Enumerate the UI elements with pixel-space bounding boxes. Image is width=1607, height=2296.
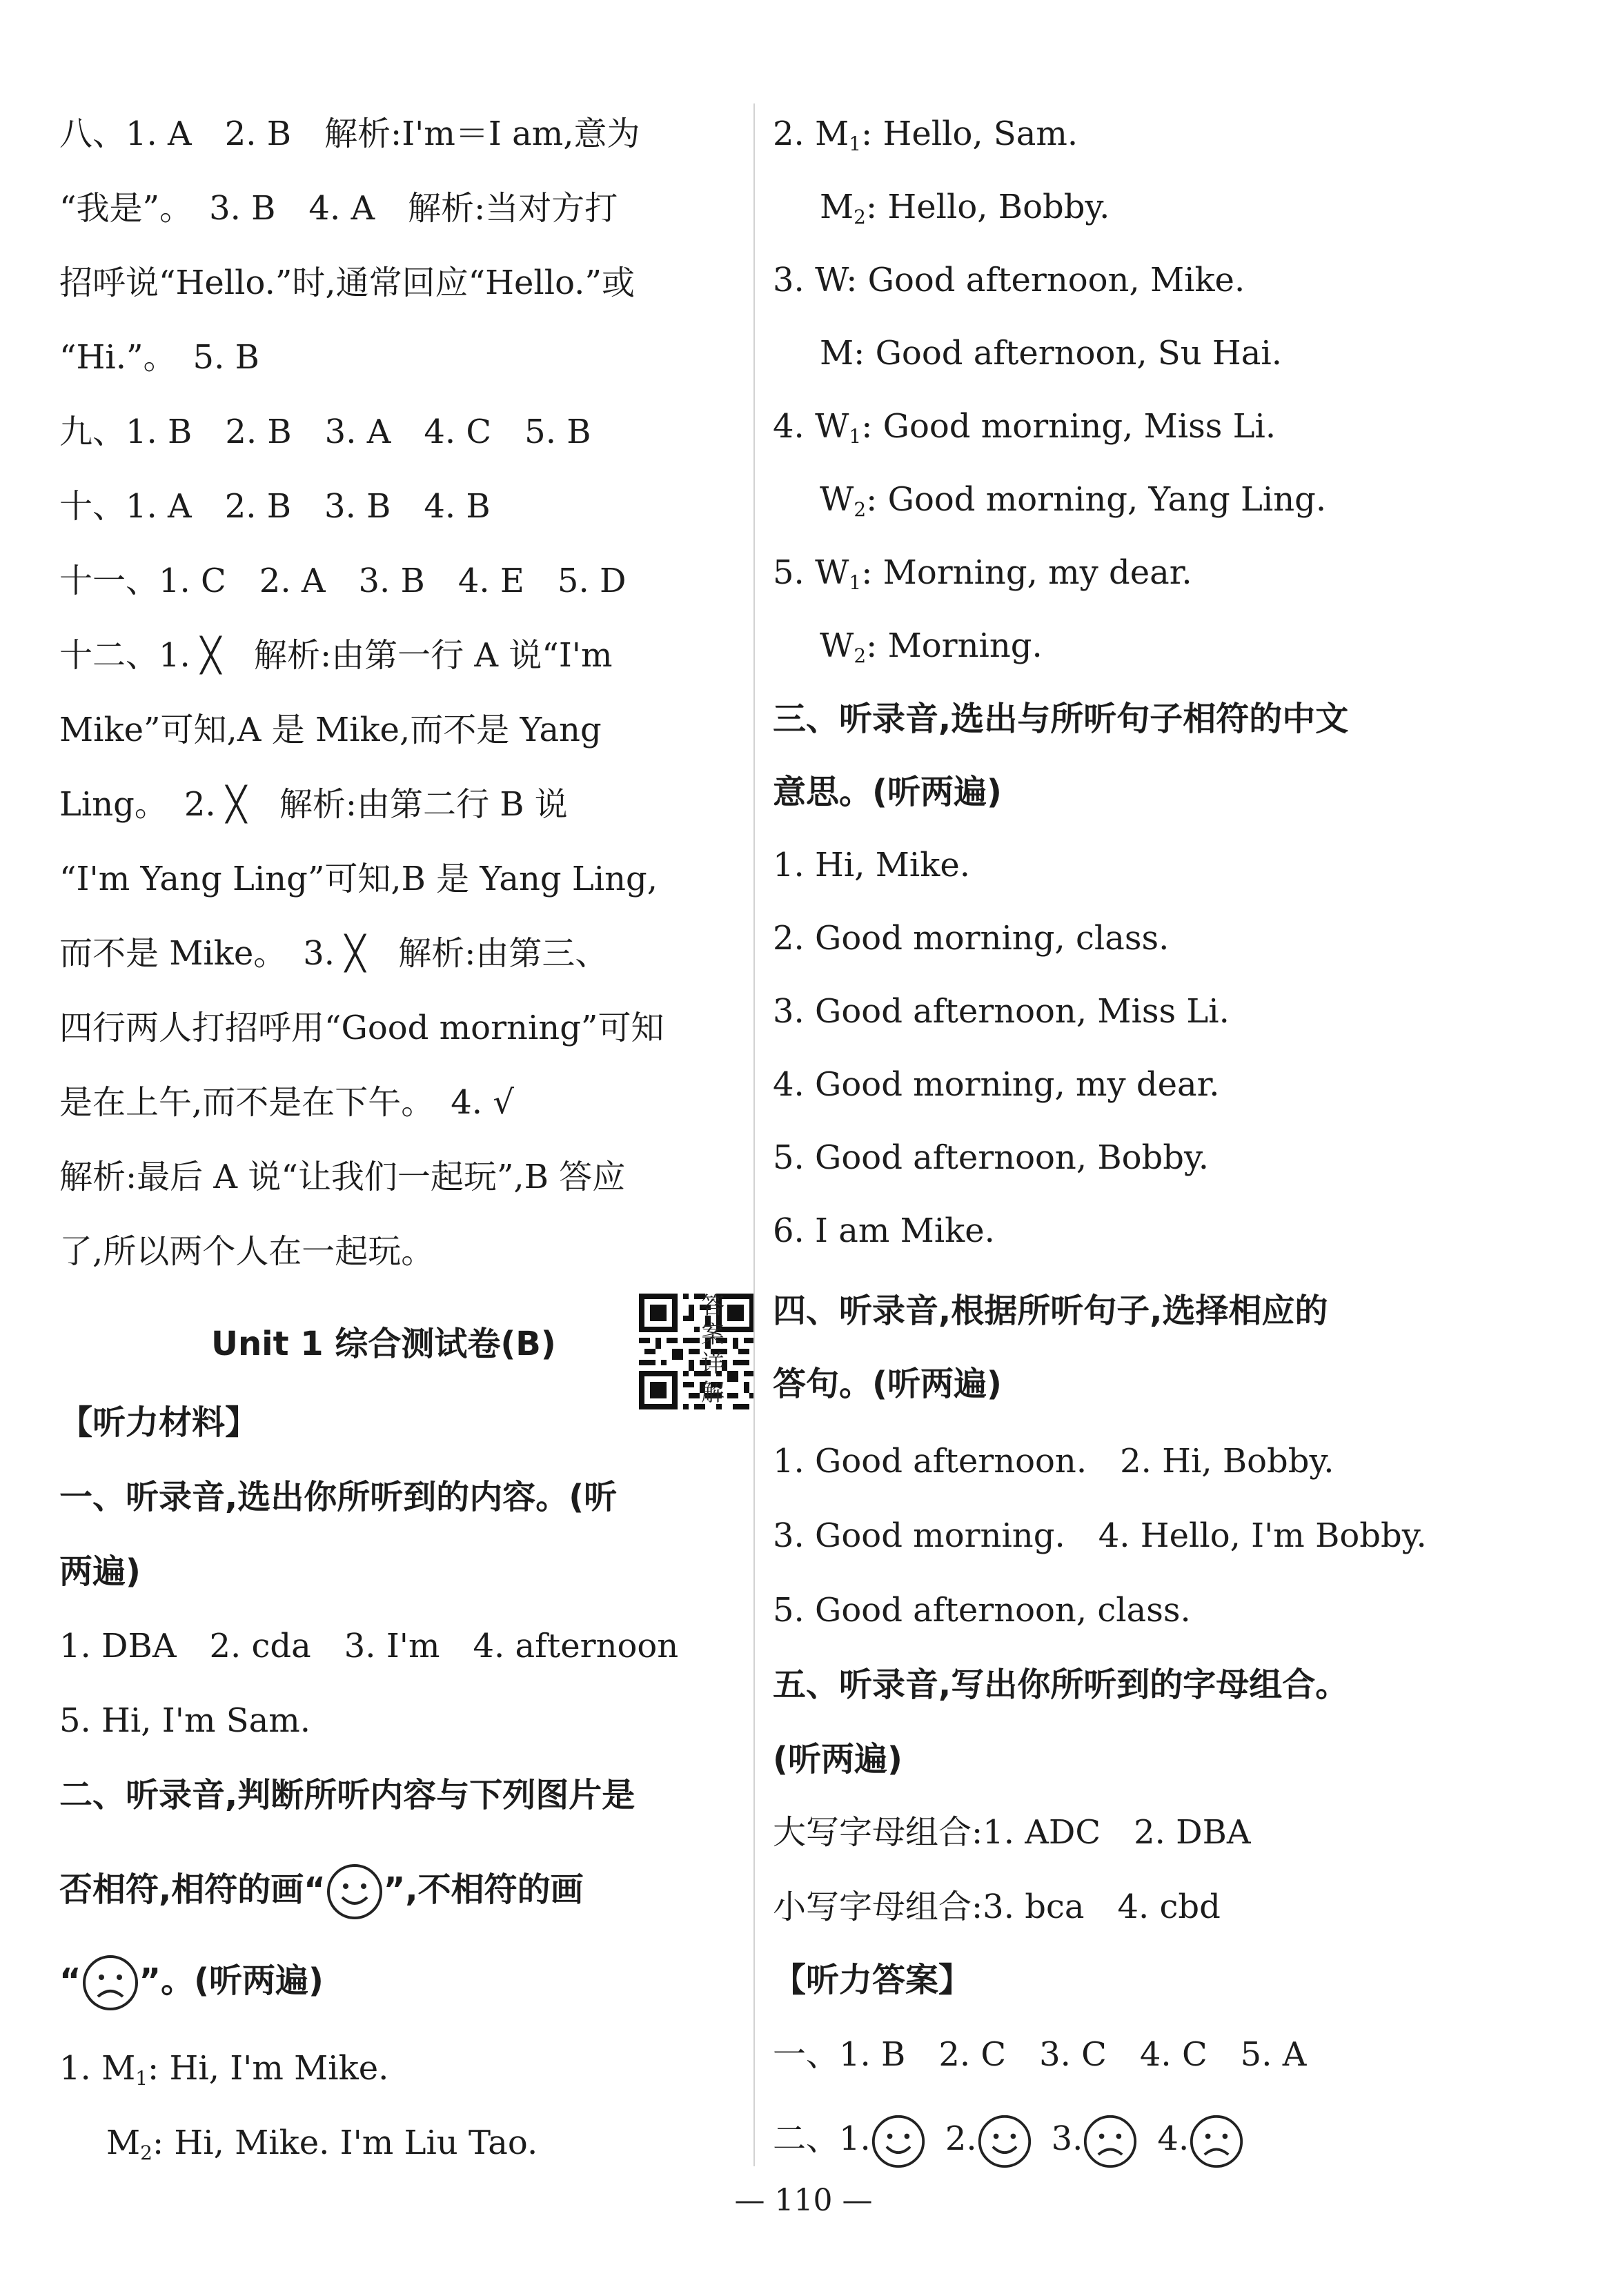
answer-line: 八、1. A 2. B 解析:I'm＝I am,意为 [59,115,640,153]
answer-line: 了,所以两个人在一起玩。 [59,1232,435,1271]
speaker-index: 1 [135,2067,148,2090]
qr-code[interactable] [639,1294,755,1409]
answer-line: 四行两人打招呼用“Good morning”可知 [59,1009,664,1047]
dialog-line [106,2121,538,2165]
section4-heading-cont: 答句。(听两遍) [773,1365,1002,1403]
dialog-number: 1. [59,2049,102,2088]
section3-item: 4. Good morning, my dear. [773,1065,1220,1104]
section4-item: 3. Good morning. 4. Hello, I'm Bobby. [773,1516,1427,1555]
section3-item: 3. Good afternoon, Miss Li. [773,992,1230,1031]
section3-heading-cont: 意思。(听两遍) [773,773,1002,811]
dialog-text: : Hi, Mike. I'm Liu Tao. [152,2124,538,2162]
section2-heading: 二、听录音,判断所听内容与下列图片是 [59,1776,635,1814]
speaker: W [820,626,854,665]
unit-title: Unit 1 综合测试卷(B) [211,1325,556,1363]
dialog-text: : Hi, I'm Mike. [148,2049,389,2088]
section2-heading-part: ”。(听两遍) [139,1961,324,2000]
speaker: M [820,334,854,373]
dialog-line [820,331,1282,375]
section1-heading: 一、听录音,选出你所听到的内容。(听 [59,1478,618,1516]
section3-item: 1. Hi, Mike. [773,846,971,884]
speaker: W [815,407,849,446]
dialog-text: : Morning. [866,626,1043,665]
answer-line: Mike”可知,A 是 Mike,而不是 Yang [59,711,602,749]
dialog-line [773,404,1276,448]
dialog-line [773,112,1078,156]
answer-line: “I'm Yang Ling”可知,B 是 Yang Ling, [59,860,658,898]
answers-faces-line [773,2110,1244,2168]
speaker-index: 2 [854,498,867,521]
section2-heading-part: 否相符,相符的画“ [59,1870,326,1909]
listening-heading: 【听力材料】 [59,1403,259,1442]
dialog-line [820,185,1110,229]
answer-line: “我是”。 3. B 4. A 解析:当对方打 [59,189,618,228]
frown-face-icon [81,1954,139,2012]
section4-item: 1. Good afternoon. 2. Hi, Bobby. [773,1442,1334,1481]
dialog-text: : Good morning, Yang Ling. [866,480,1327,519]
section5-heading: 五、听录音,写出你所听到的字母组合。 [773,1665,1349,1704]
dialog-text: : Hello, Bobby. [865,188,1110,226]
section2-heading-part: ”,不相符的画 [383,1870,584,1909]
answer-line: 十一、1. C 2. A 3. B 4. E 5. D [59,562,627,600]
dialog-line [773,551,1192,595]
smile-face-icon [977,2114,1032,2169]
section2-heading-part: “ [59,1961,81,2000]
section1-line: 5. Hi, I'm Sam. [59,1701,310,1740]
page-number: — 110 — [734,2183,873,2218]
section2-heading-cont [59,1950,324,2012]
speaker: W [820,480,854,519]
column-divider [753,103,755,2166]
dialog-text: : Hello, Sam. [861,115,1078,153]
speaker-index: 1 [849,425,862,448]
section1-line: 1. DBA 2. cda 3. I'm 4. afternoon [59,1627,679,1665]
dialog-text: : Morning, my dear. [861,553,1192,592]
section4-item: 5. Good afternoon, class. [773,1591,1191,1630]
qr-label: 答案详解 [701,1292,724,1407]
dialog-number: 5. [773,553,816,592]
dialog-text: : Good morning, Miss Li. [861,407,1276,446]
section3-heading: 三、听录音,选出与所听句子相符的中文 [773,700,1349,738]
answers-heading: 【听力答案】 [773,1961,972,1999]
speaker: M [106,2124,141,2162]
answer-line: 十、1. A 2. B 3. B 4. B [59,487,491,526]
speaker-index: 1 [849,571,862,594]
dialog-line [59,2046,388,2090]
dialog-text: : Good afternoon, Mike. [846,261,1245,299]
frown-face-icon [1083,2114,1138,2169]
answer-line: 而不是 Mike。 3. ╳ 解析:由第三、 [59,934,609,973]
dialog-line [820,477,1326,522]
speaker-index: 2 [854,206,866,228]
dialog-number: 4. [773,407,816,446]
speaker: M [101,2049,136,2088]
answers-number: 4. [1157,2119,1190,2158]
answer-line: 招呼说“Hello.”时,通常回应“Hello.”或 [59,264,635,302]
frown-face-icon [1189,2114,1244,2169]
section3-item: 6. I am Mike. [773,1211,995,1250]
answers-number: 2. [945,2119,977,2158]
answer-line: Ling。 2. ╳ 解析:由第二行 B 说 [59,785,568,824]
dialog-number: 3. [773,261,816,299]
speaker: W [815,553,849,592]
answer-line: “Hi.”。 5. B [59,338,259,377]
dialog-number: 2. [773,115,816,153]
section5-lower: 小写字母组合:3. bca 4. cbd [773,1888,1221,1926]
section5-heading-cont: (听两遍) [773,1740,903,1779]
answers-number: 3. [1051,2119,1083,2158]
answers-prefix: 二、1. [773,2119,871,2158]
answer-line: 解析:最后 A 说“让我们一起玩”,B 答应 [59,1158,626,1196]
speaker: W [815,261,847,299]
section5-upper: 大写字母组合:1. ADC 2. DBA [773,1813,1251,1852]
answer-line: 九、1. B 2. B 3. A 4. C 5. B [59,413,591,451]
speaker-index: 2 [140,2141,152,2164]
section1-heading-cont: 两遍) [59,1552,141,1591]
section3-item: 5. Good afternoon, Bobby. [773,1138,1209,1177]
dialog-line [773,258,1245,302]
answer-line: 十二、1. ╳ 解析:由第一行 A 说“I'm [59,636,613,675]
section2-heading-cont [59,1859,584,1921]
smile-face-icon [326,1863,384,1921]
dialog-line [820,624,1043,668]
answer-line: 是在上午,而不是在下午。 4. √ [59,1083,514,1122]
speaker: M [815,115,849,153]
smile-face-icon [871,2114,926,2169]
dialog-text: : Good afternoon, Su Hai. [854,334,1283,373]
speaker: M [820,188,854,226]
section3-item: 2. Good morning, class. [773,919,1170,958]
section4-heading: 四、听录音,根据所听句子,选择相应的 [773,1292,1328,1330]
speaker-index: 1 [849,132,862,155]
answers-line: 一、1. B 2. C 3. C 4. C 5. A [773,2035,1307,2074]
speaker-index: 2 [854,644,867,667]
